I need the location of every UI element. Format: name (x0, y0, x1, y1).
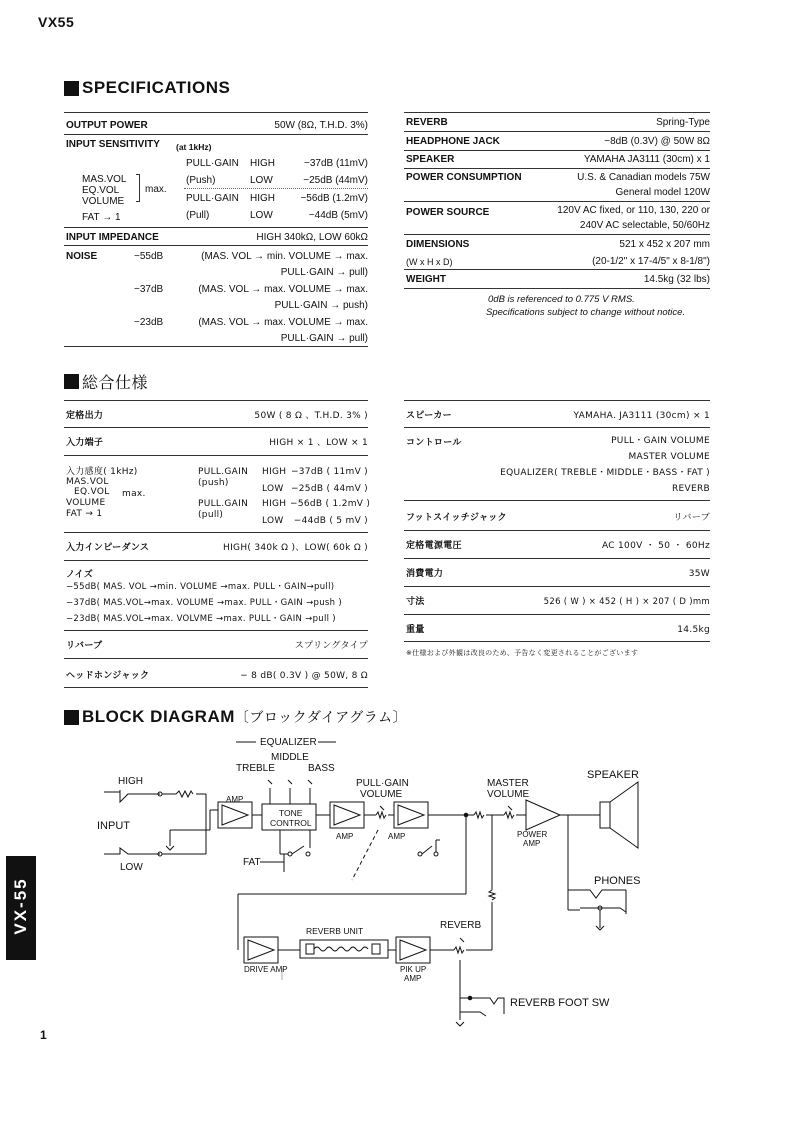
sens-value: −56dB (1.2mV) (300, 193, 368, 204)
jp-headphone-value: − 8 dB( 0.3V ) @ 50W, 8 Ω (240, 671, 368, 681)
power-consumption-label: POWER CONSUMPTION (406, 172, 522, 183)
jp-control-line: EQUALIZER( TREBLE・MIDDLE・BASS・FAT ) (500, 468, 710, 478)
jp-reverb-value: スプリングタイプ (294, 641, 368, 651)
noise-db: −55dB (134, 251, 164, 262)
block-diagram (0, 730, 790, 1040)
jp-control-line: REVERB (671, 484, 710, 494)
label-amp: AMP (226, 795, 244, 804)
jp-level-value: −25dB ( 44mV ) (290, 484, 368, 494)
label-master-volume: VOLUME (487, 789, 530, 800)
jp-noise-row: −37dB( MAS.VOL→max. VOLUME →max. PULL・GAIN →push ) (66, 598, 342, 608)
label-control: CONTROL (270, 818, 312, 828)
jp-output-value: 50W ( 8 Ω 、T.H.D. 3% ) (254, 411, 368, 421)
heading-square (64, 81, 79, 96)
pull-sub: (Pull) (186, 210, 210, 221)
label-fat: FAT (243, 857, 261, 868)
label-equalizer: EQUALIZER (260, 737, 317, 748)
jp-max: max. (122, 489, 146, 499)
weight-value: 14.5kg (32 lbs) (643, 274, 710, 285)
push-sub: (Push) (186, 175, 216, 186)
sens-value: −37dB (11mV) (303, 158, 368, 169)
spec-note: 0dB is referenced to 0.775 V RMS. (488, 294, 635, 305)
ctl-masvol: MAS.VOL (82, 174, 127, 185)
label-power: POWER (517, 830, 548, 839)
label-amp: AMP (336, 832, 354, 841)
noise-db: −23dB (134, 317, 164, 328)
dimensions-sub: (W x H x D) (406, 257, 453, 267)
speaker-label: SPEAKER (406, 154, 455, 165)
jp-noise-row: −55dB( MAS. VOL →min. VOLUME →max. PULL・GAIN→pull) (66, 582, 335, 592)
jp-power-label: 定格電源電圧 (406, 541, 462, 551)
noise-cond: (MAS. VOL → max. VOLUME → max. (198, 284, 368, 295)
output-power-value: 50W (8Ω, T.H.D. 3%) (274, 120, 368, 131)
sens-value: −44dB (5mV) (308, 210, 368, 221)
label-reverb-unit: REVERB UNIT (306, 926, 364, 936)
power-source-label: POWER SOURCE (406, 207, 490, 218)
label-pikup: PIK UP (400, 965, 427, 974)
label-treble: TREBLE (236, 763, 275, 774)
jp-speaker-value: YAMAHA. JA3111 (30cm) × 1 (573, 411, 710, 421)
speaker-value: YAMAHA JA3111 (30cm) x 1 (583, 154, 710, 165)
dimensions-label: DIMENSIONS (406, 239, 470, 250)
label-low: LOW (120, 862, 143, 873)
jp-impedance-value: HIGH( 340k Ω )、LOW( 60k Ω ) (223, 543, 368, 553)
block-heading (64, 707, 407, 727)
page-number: 1 (40, 1028, 47, 1042)
weight-label: WEIGHT (406, 274, 446, 285)
ctl-eqvol: EQ.VOL (82, 185, 120, 196)
label-middle: MIDDLE (271, 752, 309, 763)
sens-level: LOW (250, 175, 273, 186)
heading-square (64, 710, 79, 725)
jp-heading (64, 370, 148, 393)
spec-title: SPECIFICATIONS (82, 78, 231, 97)
ctl-fat: FAT → 1 (82, 212, 121, 223)
jp-level: HIGH (262, 499, 287, 509)
bracket (136, 174, 140, 202)
reverb-label: REVERB (406, 117, 448, 128)
jp-noise-row: −23dB( MAS.VOL→max. VOLVME →max. PULL・GAIN →pull ) (66, 614, 336, 624)
label-pullgain-volume: VOLUME (360, 789, 403, 800)
impedance-label: INPUT IMPEDANCE (66, 232, 159, 243)
label-power-amp: AMP (523, 839, 541, 848)
noise-cond: PULL·GAIN → push) (274, 300, 368, 311)
side-tab-label: VX-55 (11, 877, 30, 935)
jp-terminal-label: 入力端子 (66, 438, 104, 448)
jp-footsw-label: フットスイッチジャック (406, 513, 507, 523)
jp-power-value: AC 100V ・ 50 ・ 60Hz (601, 541, 710, 551)
jp-control-line: MASTER VOLUME (628, 452, 710, 462)
spec-note: Specifications subject to change without notice. (486, 307, 686, 318)
impedance-value: HIGH 340kΩ, LOW 60kΩ (256, 232, 368, 243)
dimensions-value: (20-1/2" x 17-4/5" x 8-1/8") (592, 256, 710, 267)
jp-footsw-value: リバーブ (673, 513, 710, 523)
label-drive-amp: DRIVE AMP (244, 965, 288, 974)
jp-ctl: FAT → 1 (66, 509, 103, 519)
jp-level: HIGH (262, 467, 287, 477)
reverb-value: Spring-Type (656, 117, 710, 128)
jp-level: LOW (262, 516, 284, 526)
label-speaker: SPEAKER (587, 769, 639, 781)
headphone-value: −8dB (0.3V) @ 50W 8Ω (604, 136, 710, 147)
jp-ctl: MAS.VOL (66, 477, 109, 487)
push-label: PULL·GAIN (186, 158, 239, 169)
jp-level-value: −44dB ( 5 mV ) (293, 516, 368, 526)
jp-note: ※仕様および外観は改良のため、予告なく変更されることがございます (406, 649, 639, 657)
input-sens-cond: (at 1kHz) (176, 142, 212, 152)
model-label: VX55 (38, 14, 75, 30)
noise-cond: PULL·GAIN → pull) (280, 267, 368, 278)
jp-push: PULL.GAIN (198, 467, 249, 477)
ctl-volume: VOLUME (82, 196, 125, 207)
side-tab (6, 856, 36, 960)
noise-cond: (MAS. VOL → max. VOLUME → max. (198, 317, 368, 328)
jp-consumption-label: 消費電力 (406, 569, 444, 579)
dimensions-value: 521 x 452 x 207 mm (619, 239, 710, 250)
power-consumption-value: U.S. & Canadian models 75W (577, 172, 710, 183)
jp-level: LOW (262, 484, 284, 494)
jp-noise-label: ノイズ (66, 570, 94, 580)
output-power-label: OUTPUT POWER (66, 120, 148, 131)
jp-output-label: 定格出力 (66, 411, 104, 421)
power-consumption-value: General model 120W (615, 187, 710, 198)
sens-level: LOW (250, 210, 273, 221)
sens-value: −25dB (44mV) (303, 175, 368, 186)
jp-weight-label: 重量 (406, 625, 425, 635)
noise-db: −37dB (134, 284, 164, 295)
jp-pull-sub: (pull) (198, 510, 224, 520)
spec-heading (64, 78, 230, 98)
label-master: MASTER (487, 778, 529, 789)
input-sens-label: INPUT SENSITIVITY (66, 139, 160, 150)
jp-control-line: PULL・GAIN VOLUME (611, 436, 710, 446)
jp-level-value: −37dB ( 11mV ) (290, 467, 368, 477)
noise-cond: PULL·GAIN → pull) (280, 333, 368, 344)
label-high: HIGH (118, 776, 143, 787)
headphone-label: HEADPHONE JACK (406, 136, 500, 147)
jp-push-sub: (push) (198, 478, 229, 488)
jp-sens-label: 入力感度( 1kHz) (66, 467, 138, 477)
power-source-value: 120V AC fixed, or 110, 130, 220 or (557, 205, 710, 216)
jp-speaker-label: スピーカー (406, 411, 452, 421)
label-footsw: REVERB FOOT SW (510, 997, 610, 1009)
max-label: max. (145, 184, 167, 195)
heading-square (64, 374, 79, 389)
label-amp: AMP (388, 832, 406, 841)
label-pikup-amp: AMP (404, 974, 422, 983)
jp-ctl: EQ.VOL (74, 487, 110, 497)
jp-reverb-label: リバーブ (66, 641, 103, 651)
jp-title: 総合仕様 (82, 373, 149, 392)
jp-control-label: コントロール (406, 438, 462, 448)
block-title: BLOCK DIAGRAM (82, 707, 235, 726)
label-phones: PHONES (594, 875, 641, 887)
jp-dimensions-value: 526 ( W ) × 452 ( H ) × 207 ( D )mm (543, 597, 710, 607)
sens-level: HIGH (250, 158, 275, 169)
jp-dimensions-label: 寸法 (406, 597, 425, 607)
jp-weight-value: 14.5kg (677, 625, 710, 635)
label-pullgain: PULL·GAIN (356, 778, 409, 789)
sens-level: HIGH (250, 193, 275, 204)
jp-terminal-value: HIGH × 1 、LOW × 1 (269, 438, 368, 448)
jp-ctl: VOLUME (66, 498, 106, 508)
jp-pull: PULL.GAIN (198, 499, 249, 509)
noise-label: NOISE (66, 251, 98, 262)
block-title-jp: 〔ブロックダイアグラム〕 (234, 710, 408, 726)
pull-label: PULL·GAIN (186, 193, 239, 204)
jp-impedance-label: 入力インピーダンス (66, 543, 150, 553)
jp-consumption-value: 35W (688, 569, 710, 579)
label-reverb: REVERB (440, 920, 482, 931)
power-source-value: 240V AC selectable, 50/60Hz (579, 220, 710, 231)
label-input: INPUT (97, 820, 130, 832)
label-tone: TONE (279, 808, 303, 818)
label-bass: BASS (308, 763, 335, 774)
jp-headphone-label: ヘッドホンジャック (66, 671, 150, 681)
jp-level-value: −56dB ( 1.2mV ) (290, 499, 371, 509)
noise-cond: (MAS. VOL → min. VOLUME → max. (201, 251, 368, 262)
